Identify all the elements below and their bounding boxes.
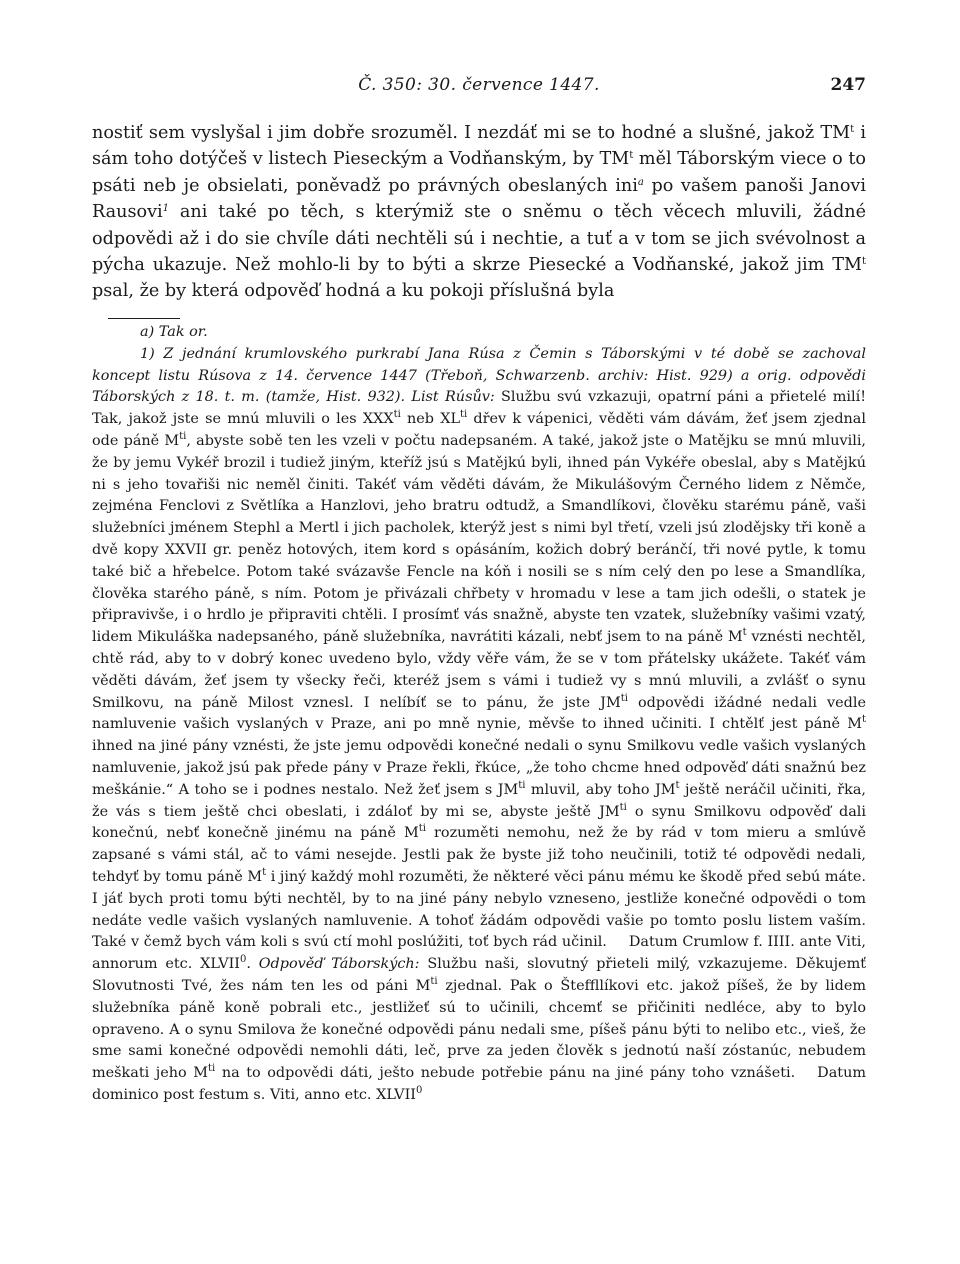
- footnote-1: [92, 344, 866, 1107]
- footnote-text: odpovědi ižádné nedali vedle namluvenie vašich vyslaných v Praze, ani po mně nynie, měvše to ihned učiniti. I chtělť jest páně M: [92, 694, 867, 733]
- main-text-segment: měl Táborským viece o to psáti neb je obsielati, poněvadž po právných obeslaných ini: [92, 149, 866, 196]
- footnote-text: Službu svú vzkazuji, opatrní páni a přietelé milí! Tak, jakož jste se mnú mluvili o les XXX: [92, 389, 867, 428]
- main-text-segment: po vašem panoši Janovi Rausovi: [92, 175, 866, 223]
- footnote-a: a) Tak or.: [140, 324, 208, 340]
- superscript: t: [629, 150, 634, 162]
- footnote-text: vznésti nechtěl, chtě rád, aby to v dobrý konec uvedeno bylo, vždy věře vám, že se v tom přátelsky ukážete. Takéť vám věděti dávám, žeť jsem ty všecky řeči, kteréž jsem s vámi i tudiež vy s mnú mluvili, a zvlášť o synu Smilkovu, na páně Milost vznesl. I nelíbíť se to pánu, že jste JM: [92, 629, 866, 711]
- running-title: Č. 350: 30. července 1447.: [358, 75, 600, 95]
- date-text: Datum Crumlow f. IIII. ante Viti, annorum etc. XLVII: [92, 934, 866, 973]
- main-text-segment: nostiť sem vyslyšal i jim dobře srozuměl. I nezdáť mi se to hodné a slušné, jakož TM: [92, 123, 851, 143]
- page-header: [92, 75, 866, 101]
- superscript: t: [861, 256, 866, 268]
- superscript: ti: [179, 430, 187, 442]
- superscript: ti: [460, 409, 468, 421]
- footnote-text: rozuměti nemohu, než že by rád v tom mieru a smlúvě zapsané s vámi stál, ač to vámi nesejde. Jestli pak že byste již toho neučinili, totiž té odpovědi nedali, tehdyť by tomu páně M: [92, 825, 866, 885]
- main-text-paragraph: [92, 120, 866, 305]
- superscript: t: [742, 627, 747, 639]
- main-text-segment: i sám toho dotýčeš v listech Pieseckým a Vodňanským, by TM: [92, 123, 866, 170]
- main-text-segment: psal, že by která odpověď hodná a ku pokoji příslušná byla: [92, 281, 615, 302]
- superscript: t: [850, 124, 855, 135]
- superscript: t: [675, 779, 680, 791]
- footnote-text: o synu Smilkovu odpověď dali konečnú, nebť konečně jinému na páně M: [92, 803, 866, 842]
- footnote-ref-1: 1: [162, 203, 170, 215]
- superscript: ti: [518, 779, 526, 791]
- footnote-text: na to odpovědi dáti, ješto nebude potřebie pánu na jiné pány toho vznášeti.: [215, 1065, 796, 1082]
- footnotes: [92, 322, 866, 1107]
- superscript: t: [861, 714, 866, 726]
- footnote-text: dřev k vápenici, věděti vám dávám, žeť jsem zjednal ode páně M: [92, 411, 866, 449]
- footnote-ref-a: a: [637, 176, 644, 188]
- superscript: ti: [430, 975, 438, 987]
- footnote-text: , abyste sobě ten les vzeli v počtu nadepsaném. A také, jakož jste o Matějku se mnú mluvili, že by jemu Vykéř brozil i tudiež jiným, kteříž jsú s Matějkú byli, ihned pán Vykéře obeslal, aby s Matějkú ni s jeho tovařiši nic neměl činiti. Takéť vám věděti dávám, že Mikulášovým Černého lidem z Němče, zejména Fenclovi z Světlíka a Hanzlovi, jeho bratru odtudž, a Smandlíkovi, člověku starému páně, vaši služebníci jménem Stephl a Mertl i jich pacholek, kterýž jest s nimi byl třetí, vzeli jsú zlodějsky tři koně a dvě kopy XXVII gr. peněz hotových, item kord s opásáním, kožich dobrý beránčí, tři nové pytle, k tomu také bič a hřebelce. Potom také svázavše Fencle na kóň i nosili se s ním celý den po lese a Smandlíka, člověka starého páně, s ním. Potom je přivázali chřbety v hromadu v lese a tam jich odešli, o statek je připravivše, i o hrdlo je připraviti chtěli. I prosímť vás snažně, abyste ten vzatek, služebníky vašimi vzatý, lidem Mikuláška nadepsaného, páně služebníka, navrátiti kázali, nebť jsem to na páně M: [92, 432, 866, 646]
- superscript: ti: [619, 801, 627, 813]
- superscript: ti: [620, 692, 628, 704]
- date-text: Datum dominico post festum s. Viti, anno etc. XLVII: [92, 1065, 866, 1103]
- footnote-text: ihned na jiné pány vznésti, že jste jemu odpovědi konečné nedali o synu Smilkovu vedle vašich vyslaných namluvenie, jakož jsú pak přede pány v Praze řekli, řkúce, „že toho chcme hned odpověď dáti snažnú bez meškánie.“ A toho se i podnes nestalo. Než žeť jsem s JM: [92, 738, 866, 798]
- date-text: .: [246, 956, 251, 973]
- superscript: t: [262, 866, 267, 878]
- footnote-text: Službu naši, slovutný přieteli milý, vzkazujeme. Děkujemť Slovutnosti Tvé, žes nám ten les od páni M: [92, 956, 866, 994]
- footnote-1-intro: 1) Z jednání krumlovského purkrabí Jana Rúsa z Čemin s Táborskými v té době se zachoval koncept listu Rúsova z 14. července 1447 (Třeboň, Schwarzenb. archiv: Hist. 929) a orig. odpovědi Táborských z 18. t. m. (tamže, Hist. 932). List Rúsův:: [92, 345, 866, 406]
- superscript: ti: [418, 823, 426, 835]
- reply-label: Odpověď Táborských:: [250, 956, 420, 973]
- footnote-divider: [108, 318, 180, 319]
- footnote-text: zjednal. Pak o Šteffllíkovi etc. jakož píšeš, že by lidem služebníka páně koně pobrali etc., jestližeť sú to učinili, chcemť se přičiniti nedléce, aby to bylo opraveno. A o synu Smilova že konečné odpovědi pánu nedali sme, píšeš pánu býti to nelibo etc., vieš, že sme sami konečné odpovědi nemohli dáti, leč, prve za jeden člověk s jednotú naší zóstanúc, nebudem meškati jeho M: [92, 977, 866, 1082]
- superscript: 0: [415, 1084, 423, 1096]
- page-number: 247: [830, 75, 866, 95]
- superscript: 0: [239, 954, 247, 966]
- superscript: ti: [393, 409, 401, 421]
- footnote-text: neb XL: [400, 411, 460, 428]
- footnote-text: mluvil, aby toho JM: [525, 781, 676, 798]
- superscript: ti: [208, 1063, 216, 1075]
- footnote-text: ještě neráčil učiniti, řka, že vás s tiem ještě chci obeslati, i zdáloť by mi se, abyste ještě JM: [92, 781, 866, 820]
- footnote-text: i jiný každý mohl rozuměti, že některé věci pánu mému ke škodě před sebú máte. I jáť bych proti tomu býti nechtěl, by to na jiné pány nebylo vzneseno, jestliže konečné odpovědi o tom nedáte vedle vašich vyslaných namluvenie. A tohoť žádám odpovědi vašie po tomto poslu listem vaším. Také v čemž bych vám koli s svú ctí mohl poslúžiti, toť bych rád učinil.: [92, 868, 866, 951]
- main-text-segment: ani také po těch, s kterýmiž ste o sněmu o těch věcech mluvili, žádné odpovědi až i do sie chvíle dáti nechtěli sú i nechtie, a tuť a v tom se jich svévolnost a pýcha ukazuje. Než mohlo-li by to býti a skrze Piesecké a Vodňanské, jakož jim TM: [92, 202, 866, 276]
